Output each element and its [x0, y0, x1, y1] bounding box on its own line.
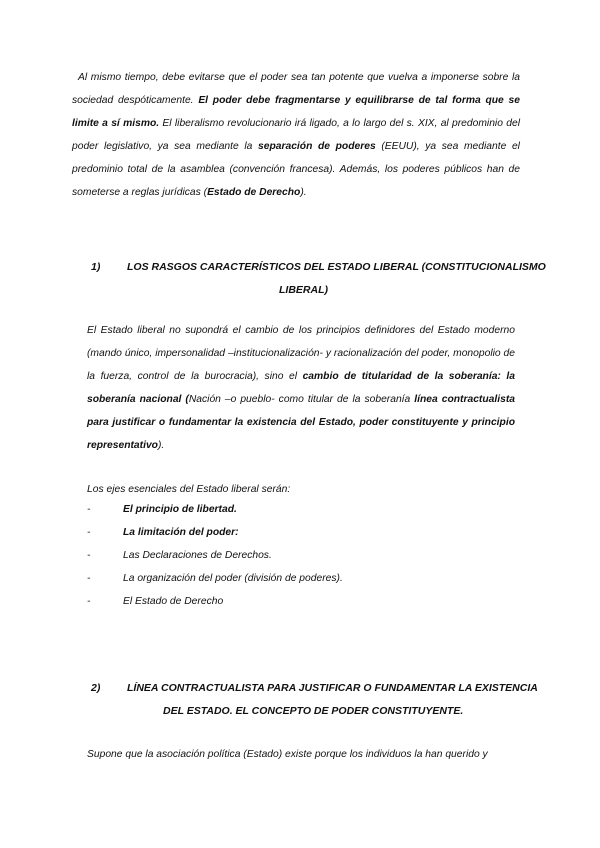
list-item-text: El Estado de Derecho — [123, 596, 224, 607]
list-item-text: La organización del poder (división de poderes). — [123, 573, 343, 584]
list-dash: - — [87, 550, 91, 561]
intro-text-4: ). — [300, 187, 307, 198]
intro-bold-2: separación de poderes — [258, 141, 376, 152]
axes-intro: Los ejes esenciales del Estado liberal serán: — [87, 484, 291, 495]
section-1-title-line-2: LIBERAL) — [279, 284, 328, 296]
section-1-number: 1) — [91, 261, 101, 273]
intro-paragraph — [72, 66, 520, 204]
section-1-text-2: Nación –o pueblo- como titular de la soberanía — [188, 394, 411, 405]
list-item-text: La limitación del poder: — [123, 527, 239, 538]
intro-bold-1: El poder debe fragmentarse y equilibrarse de tal forma que se limite a sí mismo. — [72, 95, 520, 129]
section-2-title-line-1: LÍNEA CONTRACTUALISTA PARA JUSTIFICAR O FUNDAMENTAR LA EXISTENCIA — [127, 682, 538, 694]
section-2-number: 2) — [91, 682, 101, 694]
intro-text-1: Al mismo tiempo, debe evitarse que el poder sea tan potente que vuelva a imponerse sobre la sociedad despóticamente. — [72, 72, 520, 106]
section-1-paragraph — [87, 319, 515, 457]
list-dash: - — [87, 596, 91, 607]
section-2-heading — [91, 677, 538, 723]
list-item-text: Las Declaraciones de Derechos. — [123, 550, 272, 561]
section-1-bold-1: cambio de titularidad de la soberanía: la soberanía nacional ( — [87, 371, 515, 405]
list-dash: - — [87, 527, 91, 538]
section-1-heading — [91, 256, 546, 302]
intro-bold-3: Estado de Derecho — [207, 187, 301, 198]
intro-text-3: (EEUU), ya sea mediante el predominio total de la asamblea (convención francesa). Además, los poderes públicos han de someterse a reglas jurídicas ( — [72, 141, 520, 198]
section-1-text-1: El Estado liberal no supondrá el cambio de los principios definidores del Estado moderno (mando único, impersonalidad –institucionalización- y racionalización del poder, monopolio de la fuerza, control de la burocracia), sino el — [87, 325, 515, 382]
intro-text-2: El liberalismo revolucionario irá ligado, a lo largo del s. XIX, al predominio del poder legislativo, ya sea mediante la — [72, 118, 520, 152]
section-1-text-3: ). — [157, 440, 165, 451]
list-dash: - — [87, 504, 91, 515]
section-1-title-line-1: LOS RASGOS CARACTERÍSTICOS DEL ESTADO LIBERAL (CONSTITUCIONALISMO — [127, 261, 546, 273]
section-1-bold-2: línea contractualista para justificar o fundamentar la existencia del Estado, poder constituyente y principio representativo — [87, 394, 515, 451]
list-item-text: El principio de libertad. — [123, 504, 237, 515]
list-dash: - — [87, 573, 91, 584]
section-2-paragraph: Supone que la asociación política (Estado) existe porque los individuos la han querido y — [87, 749, 488, 760]
section-2-title-line-2: DEL ESTADO. EL CONCEPTO DE PODER CONSTITUYENTE. — [163, 705, 464, 717]
